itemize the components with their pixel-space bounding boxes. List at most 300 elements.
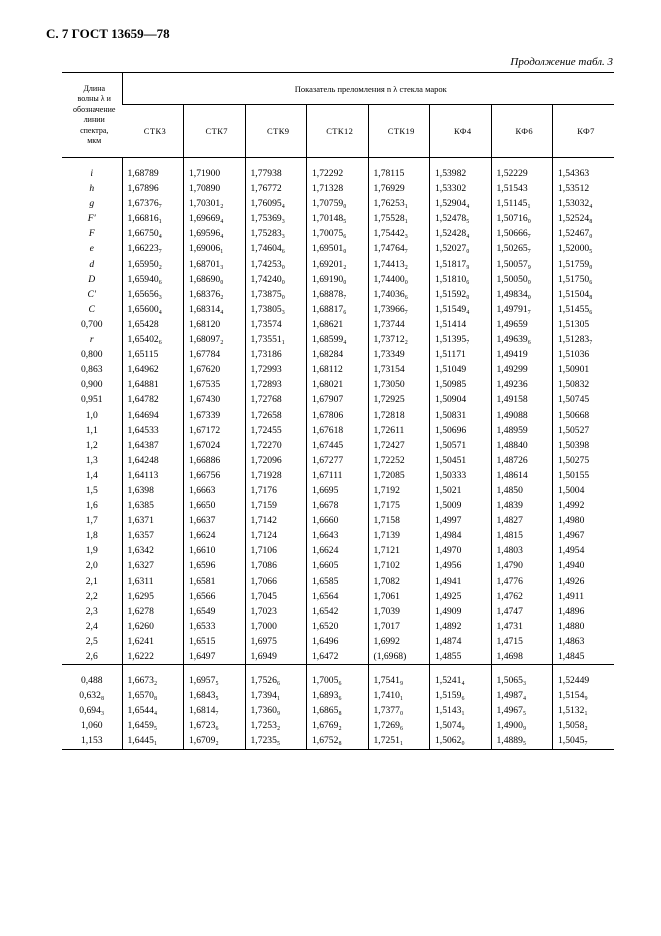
index-cell: 1,67024 <box>184 438 246 453</box>
index-cell: 1,7139 <box>368 528 430 543</box>
index-cell: 1,6496 <box>307 634 369 649</box>
index-cell: 1,4855 <box>430 649 492 665</box>
index-cell: 1,51817₉ <box>430 257 492 272</box>
wavelength-cell: 0,700 <box>80 318 103 330</box>
wavelength-cell: 2,5 <box>85 635 98 647</box>
index-cell: 1,7269₆ <box>368 718 430 733</box>
index-cell: 1,72893 <box>245 377 307 392</box>
index-cell: 1,64387 <box>122 438 184 453</box>
index-cell: 1,4815 <box>491 528 553 543</box>
index-cell: 1,51145₁ <box>491 196 553 211</box>
index-cell: 1,6497 <box>184 649 246 665</box>
wavelength-cell: 1,1 <box>85 424 98 436</box>
index-cell: 1,4900₉ <box>491 718 553 733</box>
spacer-cell <box>430 665 492 674</box>
spacer-cell <box>184 158 246 167</box>
table-row <box>62 589 614 604</box>
index-cell: 1,4987₄ <box>491 688 553 703</box>
wavelength-cell: r <box>89 334 94 346</box>
index-cell: 1,70148₅ <box>307 211 369 226</box>
index-cell: 1,52467₀ <box>553 226 615 241</box>
index-cell: 1,7066 <box>245 574 307 589</box>
index-cell: 1,5065₃ <box>491 673 553 688</box>
wavelength-cell: 1,5 <box>85 484 98 496</box>
index-cell: 1,73186 <box>245 347 307 362</box>
index-cell: 1,6585 <box>307 574 369 589</box>
index-cell: 1,65428 <box>122 317 184 332</box>
index-cell: 1,51592₀ <box>430 287 492 302</box>
index-cell: 1,6357 <box>122 528 184 543</box>
index-cell: 1,6544₄ <box>122 703 184 718</box>
index-cell: 1,4992 <box>553 498 615 513</box>
stub-header-line: волны λ и <box>77 94 111 103</box>
index-cell: 1,64782 <box>122 392 184 407</box>
index-cell: 1,7192 <box>368 483 430 498</box>
index-cell: 1,70759₀ <box>307 196 369 211</box>
index-cell: 1,51414 <box>430 317 492 332</box>
index-cell: 1,73551₁ <box>245 332 307 347</box>
index-cell: 1,52428₄ <box>430 226 492 241</box>
index-cell: 1,51395₇ <box>430 332 492 347</box>
index-cell: 1,50527 <box>553 423 615 438</box>
index-cell: 1,6445₁ <box>122 733 184 749</box>
index-cell: 1,49419 <box>491 347 553 362</box>
wavelength-cell: 1,7 <box>85 515 98 527</box>
index-cell: 1,6260 <box>122 619 184 634</box>
wavelength-cell: 0,951 <box>80 394 103 406</box>
table-row <box>62 673 614 688</box>
stub-header-line: мкм <box>87 136 102 145</box>
index-cell: 1,4776 <box>491 574 553 589</box>
table-row <box>62 181 614 196</box>
wavelength-cell: 2,3 <box>85 605 98 617</box>
wavelength-cell: 2,4 <box>85 620 98 632</box>
index-cell: 1,51171 <box>430 347 492 362</box>
column-header: СТК7 <box>184 105 246 158</box>
index-cell: 1,72427 <box>368 438 430 453</box>
index-cell: 1,5021 <box>430 483 492 498</box>
index-cell: 1,74413₂ <box>368 257 430 272</box>
index-cell: 1,49299 <box>491 362 553 377</box>
index-cell: 1,5045₇ <box>553 733 615 749</box>
wavelength-cell: i <box>90 168 94 179</box>
index-cell: 1,64962 <box>122 362 184 377</box>
index-cell: 1,73805₃ <box>245 302 307 317</box>
index-cell: 1,7360₉ <box>245 703 307 718</box>
index-cell: 1,52449 <box>553 673 615 688</box>
index-cell: 1,4940 <box>553 558 615 573</box>
index-cell: 1,74036₆ <box>368 287 430 302</box>
wavelength-cell: e <box>89 243 94 255</box>
index-cell: 1,6570₈ <box>122 688 184 703</box>
index-cell: 1,50057₉ <box>491 257 553 272</box>
spacer-cell <box>430 158 492 167</box>
index-cell: 1,65656₃ <box>122 287 184 302</box>
index-cell: 1,4925 <box>430 589 492 604</box>
wavelength-cell: 1,153 <box>80 735 103 747</box>
index-cell: 1,7102 <box>368 558 430 573</box>
index-cell: 1,73712₂ <box>368 332 430 347</box>
index-cell: 1,4967 <box>553 528 615 543</box>
index-cell: 1,6650 <box>184 498 246 513</box>
index-cell: 1,6295 <box>122 589 184 604</box>
index-cell: 1,7023 <box>245 604 307 619</box>
index-cell: 1,52027₀ <box>430 241 492 256</box>
spacer-row <box>62 665 614 674</box>
wavelength-cell: 1,8 <box>85 530 98 542</box>
index-cell: 1,68789 <box>122 166 184 181</box>
index-cell: 1,48840 <box>491 438 553 453</box>
index-cell: 1,51750₆ <box>553 272 615 287</box>
index-cell: 1,65115 <box>122 347 184 362</box>
table-row <box>62 513 614 528</box>
index-cell: 1,4863 <box>553 634 615 649</box>
index-cell: 1,68112 <box>307 362 369 377</box>
index-cell: 1,67907 <box>307 392 369 407</box>
index-cell: 1,72252 <box>368 453 430 468</box>
index-cell: 1,6814₇ <box>184 703 246 718</box>
index-cell: 1,6663 <box>184 483 246 498</box>
spacer-cell <box>122 665 184 674</box>
table-row <box>62 574 614 589</box>
index-cell: 1,74240₀ <box>245 272 307 287</box>
index-cell: 1,50716₀ <box>491 211 553 226</box>
index-cell: 1,4970 <box>430 543 492 558</box>
index-cell: 1,51036 <box>553 347 615 362</box>
index-cell: 1,52904₄ <box>430 196 492 211</box>
index-cell: 1,6637 <box>184 513 246 528</box>
index-cell: 1,4926 <box>553 574 615 589</box>
index-cell: 1,50050₀ <box>491 272 553 287</box>
index-cell: 1,74764₇ <box>368 241 430 256</box>
table-row <box>62 166 614 181</box>
index-cell: 1,50571 <box>430 438 492 453</box>
wavelength-cell: 1,6 <box>85 500 98 512</box>
index-cell: 1,7106 <box>245 543 307 558</box>
index-cell: 1,6311 <box>122 574 184 589</box>
index-cell: 1,6581 <box>184 574 246 589</box>
table-row <box>62 733 614 749</box>
table-row <box>62 272 614 287</box>
index-cell: 1,6949 <box>245 649 307 665</box>
index-cell: 1,7377₀ <box>368 703 430 718</box>
wavelength-cell: 2,0 <box>85 560 98 572</box>
index-cell: 1,67806 <box>307 408 369 423</box>
index-cell: 1,49088 <box>491 408 553 423</box>
index-cell: 1,68284 <box>307 347 369 362</box>
index-cell: 1,5154₉ <box>553 688 615 703</box>
index-cell: 1,7124 <box>245 528 307 543</box>
index-cell: 1,49659 <box>491 317 553 332</box>
index-cell: 1,69501₀ <box>307 241 369 256</box>
table-row <box>62 317 614 332</box>
index-cell: 1,65940₆ <box>122 272 184 287</box>
index-cell: 1,5074₉ <box>430 718 492 733</box>
index-cell: 1,6605 <box>307 558 369 573</box>
index-cell: 1,52000₅ <box>553 241 615 256</box>
spacer-cell <box>491 158 553 167</box>
spacer-cell <box>307 665 369 674</box>
index-cell: 1,53032₄ <box>553 196 615 211</box>
wavelength-cell: F <box>88 228 95 240</box>
index-cell: 1,71900 <box>184 166 246 181</box>
index-cell: 1,6549 <box>184 604 246 619</box>
index-cell: 1,6975 <box>245 634 307 649</box>
index-cell: 1,7142 <box>245 513 307 528</box>
index-cell: 1,5062₀ <box>430 733 492 749</box>
index-cell: 1,52229 <box>491 166 553 181</box>
index-cell: 1,5132₁ <box>553 703 615 718</box>
table-row <box>62 634 614 649</box>
spacer-cell <box>62 158 122 167</box>
index-cell: 1,6566 <box>184 589 246 604</box>
index-cell: 1,50904 <box>430 392 492 407</box>
index-cell: 1,73050 <box>368 377 430 392</box>
wavelength-cell: h <box>89 183 95 195</box>
stub-header-line: спектра, <box>80 125 109 135</box>
spacer-cell <box>245 158 307 167</box>
index-cell: 1,75283₃ <box>245 226 307 241</box>
table-row <box>62 498 614 513</box>
index-cell: 1,73744 <box>368 317 430 332</box>
index-cell: 1,67277 <box>307 453 369 468</box>
index-cell: 1,74253₀ <box>245 257 307 272</box>
index-cell: 1,4956 <box>430 558 492 573</box>
index-cell: 1,6222 <box>122 649 184 665</box>
index-cell: 1,6843₅ <box>184 688 246 703</box>
index-cell: 1,52524₈ <box>553 211 615 226</box>
index-cell: 1,4889₅ <box>491 733 553 749</box>
stub-header-line: линии <box>83 115 105 124</box>
index-cell: 1,6992 <box>368 634 430 649</box>
index-cell: 1,68621 <box>307 317 369 332</box>
index-cell: 1,49639₆ <box>491 332 553 347</box>
index-cell: 1,7410₁ <box>368 688 430 703</box>
wavelength-cell: 0,900 <box>80 379 103 391</box>
column-header: КФ7 <box>553 105 615 158</box>
index-cell: 1,77938 <box>245 166 307 181</box>
index-cell: 1,72611 <box>368 423 430 438</box>
table-row <box>62 408 614 423</box>
index-cell: 1,51283₇ <box>553 332 615 347</box>
index-cell: 1,6564 <box>307 589 369 604</box>
index-cell: 1,51759₀ <box>553 257 615 272</box>
page-header: С. 7 ГОСТ 13659—78 <box>46 26 170 41</box>
index-cell: 1,7017 <box>368 619 430 634</box>
index-cell: 1,75528₁ <box>368 211 430 226</box>
index-cell: 1,67430 <box>184 392 246 407</box>
index-cell: 1,68314₄ <box>184 302 246 317</box>
index-cell: 1,7394₁ <box>245 688 307 703</box>
index-cell: 1,6385 <box>122 498 184 513</box>
wavelength-cell: 2,2 <box>85 590 98 602</box>
spacer-cell <box>553 665 615 674</box>
index-cell: 1,6893₆ <box>307 688 369 703</box>
column-header: СТК9 <box>245 105 307 158</box>
index-cell: 1,6752₈ <box>307 733 369 749</box>
index-cell: 1,4967₅ <box>491 703 553 718</box>
index-cell: 1,67339 <box>184 408 246 423</box>
wavelength-cell: 0,800 <box>80 349 103 361</box>
index-cell: 1,4984 <box>430 528 492 543</box>
index-cell: 1,71328 <box>307 181 369 196</box>
index-cell: 1,52478₅ <box>430 211 492 226</box>
group-header: Показатель преломления n λ стекла марок <box>122 73 614 105</box>
index-cell: 1,68817₆ <box>307 302 369 317</box>
index-cell: 1,51810₆ <box>430 272 492 287</box>
index-cell: 1,4803 <box>491 543 553 558</box>
index-cell: 1,50985 <box>430 377 492 392</box>
index-cell: 1,6660 <box>307 513 369 528</box>
index-cell: 1,70075₆ <box>307 226 369 241</box>
index-cell: 1,68690₀ <box>184 272 246 287</box>
index-cell: 1,7159 <box>245 498 307 513</box>
index-cell: 1,50745 <box>553 392 615 407</box>
index-cell: 1,53512 <box>553 181 615 196</box>
index-cell: 1,67620 <box>184 362 246 377</box>
index-cell: 1,65402₆ <box>122 332 184 347</box>
index-cell: 1,50901 <box>553 362 615 377</box>
index-cell: 1,72993 <box>245 362 307 377</box>
index-cell: 1,50831 <box>430 408 492 423</box>
index-cell: 1,72658 <box>245 408 307 423</box>
index-cell: 1,7541₉ <box>368 673 430 688</box>
index-cell: 1,7121 <box>368 543 430 558</box>
index-cell: 1,50666₇ <box>491 226 553 241</box>
table-continuation-label: Продолжение табл. 3 <box>510 56 613 68</box>
index-cell: 1,69190₀ <box>307 272 369 287</box>
index-cell: 1,48959 <box>491 423 553 438</box>
table-row <box>62 649 614 665</box>
table-row <box>62 287 614 302</box>
index-cell: 1,6723₆ <box>184 718 246 733</box>
index-cell: 1,4980 <box>553 513 615 528</box>
index-cell: 1,6769₂ <box>307 718 369 733</box>
index-cell: 1,78115 <box>368 166 430 181</box>
index-cell: 1,69669₄ <box>184 211 246 226</box>
index-cell: 1,66223₇ <box>122 241 184 256</box>
index-cell: 1,68599₄ <box>307 332 369 347</box>
index-cell: 1,69201₂ <box>307 257 369 272</box>
index-cell: 1,66750₄ <box>122 226 184 241</box>
index-cell: 1,49791₇ <box>491 302 553 317</box>
index-cell: 1,72270 <box>245 438 307 453</box>
index-cell: 1,6624 <box>184 528 246 543</box>
index-cell: 1,51049 <box>430 362 492 377</box>
index-cell: 1,64881 <box>122 377 184 392</box>
spacer-row <box>62 158 614 167</box>
index-cell: 1,67445 <box>307 438 369 453</box>
table-row <box>62 718 614 733</box>
index-cell: 1,7526₆ <box>245 673 307 688</box>
table-row <box>62 347 614 362</box>
index-cell: 1,51305 <box>553 317 615 332</box>
index-cell: 1,67535 <box>184 377 246 392</box>
index-cell: 1,68701₃ <box>184 257 246 272</box>
index-cell: 1,54363 <box>553 166 615 181</box>
spacer-cell <box>368 665 430 674</box>
index-cell: 1,53982 <box>430 166 492 181</box>
index-cell: 1,6371 <box>122 513 184 528</box>
index-cell: 1,51455₆ <box>553 302 615 317</box>
index-cell: 1,70301₂ <box>184 196 246 211</box>
table-row <box>62 226 614 241</box>
index-cell: 1,5009 <box>430 498 492 513</box>
wavelength-cell: 1,4 <box>85 469 98 481</box>
index-cell: 1,49236 <box>491 377 553 392</box>
index-cell: 1,4954 <box>553 543 615 558</box>
index-cell: 1,66816₁ <box>122 211 184 226</box>
index-cell: 1,4790 <box>491 558 553 573</box>
index-cell: 1,4762 <box>491 589 553 604</box>
index-cell: 1,6327 <box>122 558 184 573</box>
table-row <box>62 558 614 573</box>
index-cell: 1,76772 <box>245 181 307 196</box>
wavelength-cell: C <box>88 303 95 315</box>
index-cell: 1,6520 <box>307 619 369 634</box>
table-row <box>62 528 614 543</box>
wavelength-cell: 0,694₃ <box>79 705 105 717</box>
index-cell: 1,50832 <box>553 377 615 392</box>
wavelength-cell: C′ <box>87 288 96 300</box>
table-row <box>62 241 614 256</box>
index-cell: 1,7251₁ <box>368 733 430 749</box>
table-row <box>62 619 614 634</box>
index-cell: 1,74400₀ <box>368 272 430 287</box>
table-row <box>62 468 614 483</box>
spacer-cell <box>491 665 553 674</box>
wavelength-cell: 0,863 <box>80 364 103 376</box>
wavelength-cell: g <box>89 198 95 210</box>
index-cell: 1,7253₂ <box>245 718 307 733</box>
index-cell: 1,72925 <box>368 392 430 407</box>
index-cell: 1,50265₇ <box>491 241 553 256</box>
index-cell: 1,75369₃ <box>245 211 307 226</box>
index-cell: 1,4892 <box>430 619 492 634</box>
index-cell: 1,4874 <box>430 634 492 649</box>
index-cell: 1,6678 <box>307 498 369 513</box>
index-cell: 1,50398 <box>553 438 615 453</box>
index-cell: 1,70890 <box>184 181 246 196</box>
index-cell: (1,6968) <box>368 649 430 665</box>
index-cell: 1,51549₄ <box>430 302 492 317</box>
wavelength-cell: 0,488 <box>80 675 103 687</box>
wavelength-cell: 1,3 <box>85 454 98 466</box>
wavelength-cell: 1,9 <box>85 545 98 557</box>
index-cell: 1,72085 <box>368 468 430 483</box>
index-cell: 1,64113 <box>122 468 184 483</box>
spacer-cell <box>553 158 615 167</box>
index-cell: 1,64248 <box>122 453 184 468</box>
index-cell: 1,5143₁ <box>430 703 492 718</box>
spacer-cell <box>307 158 369 167</box>
index-cell: 1,64694 <box>122 408 184 423</box>
wavelength-cell: 1,0 <box>85 409 98 421</box>
index-cell: 1,4911 <box>553 589 615 604</box>
index-cell: 1,7005₆ <box>307 673 369 688</box>
index-cell: 1,68120 <box>184 317 246 332</box>
spacer-cell <box>122 158 184 167</box>
index-cell: 1,74604₆ <box>245 241 307 256</box>
table-row <box>62 392 614 407</box>
wavelength-cell: 2,1 <box>85 575 98 587</box>
index-cell: 1,6398 <box>122 483 184 498</box>
spacer-cell <box>184 665 246 674</box>
index-cell: 1,67618 <box>307 423 369 438</box>
table-row <box>62 196 614 211</box>
index-cell: 1,6515 <box>184 634 246 649</box>
index-cell: 1,68021 <box>307 377 369 392</box>
